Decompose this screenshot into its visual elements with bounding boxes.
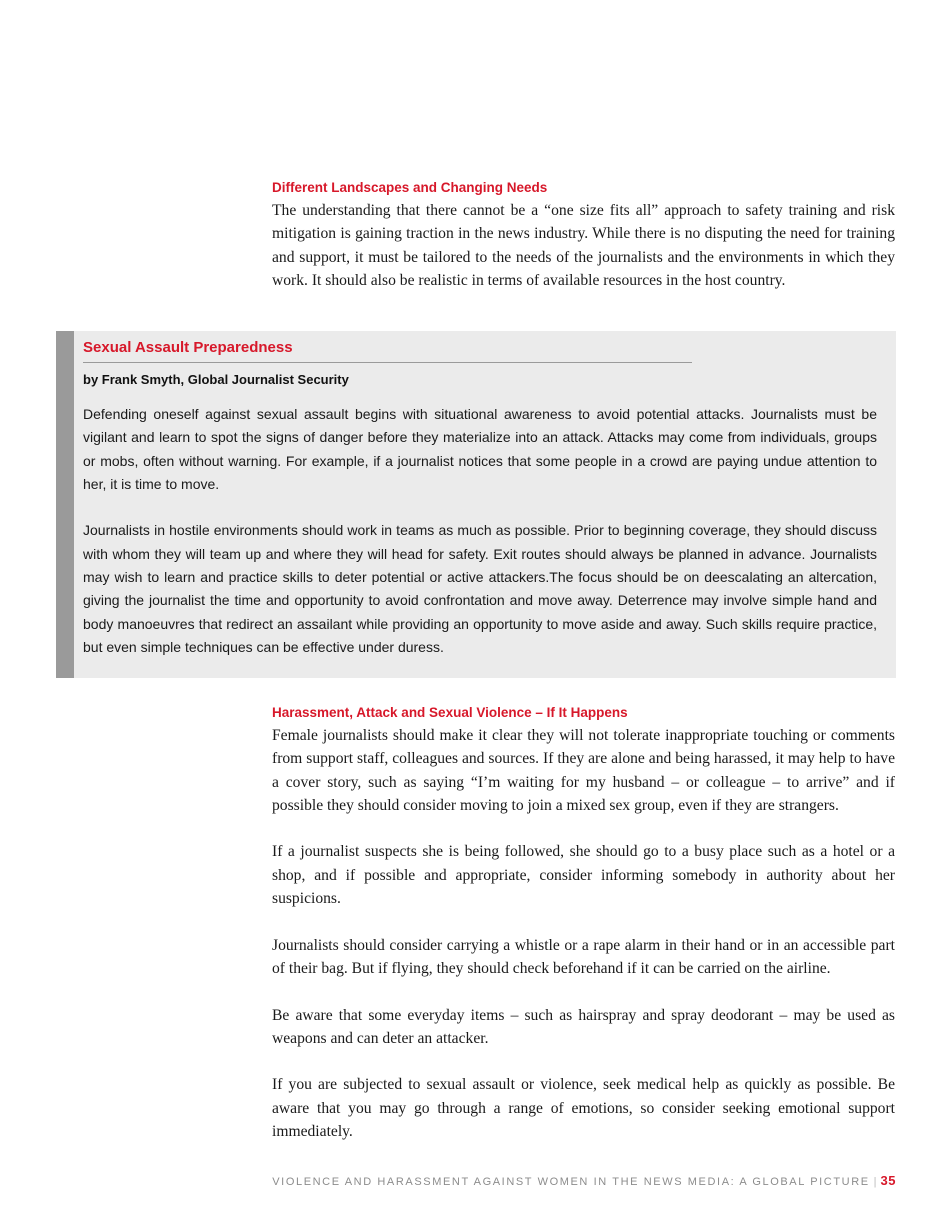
page-footer [272,1173,896,1188]
sidebar-sexual-assault-preparedness [56,331,896,678]
footer-separator: | [873,1176,877,1188]
body-paragraph: Female journalists should make it clear they will not tolerate inappropriate touching or comments from support staff, colleagues and sources. If they are alone and being harassed, it may help to have a cover story, such as saying “I’m waiting for my husband – or colleague – to arrive” and if possible they should consider moving to join a mixed sex group, even if they are strangers. [272,727,895,814]
sidebar-title: Sexual Assault Preparedness [83,339,692,363]
body-paragraph: Journalists should consider carrying a whistle or a rape alarm in their hand or in an accessible part of their bag. But if flying, they should check beforehand if it can be carried on the airline. [272,936,895,977]
body-paragraph: If a journalist suspects she is being followed, she should go to a busy place such as a hotel or a shop, and if possible and appropriate, consider informing somebody in authority about her suspicions. [272,843,895,908]
body-paragraph: If you are subjected to sexual assault or violence, seek medical help as quickly as possible. Be aware that you may go through a range of emotions, so consider seeking emotional support immediately. [272,1076,895,1141]
sidebar-accent-bar [56,331,74,678]
running-title: VIOLENCE AND HARASSMENT AGAINST WOMEN IN THE NEWS MEDIA: A GLOBAL PICTURE [272,1176,870,1188]
section-harassment-attack [272,705,895,1143]
sidebar-content [83,339,877,659]
sidebar-byline: by Frank Smyth, Global Journalist Security [83,372,349,387]
page-number: 35 [880,1173,896,1188]
section-heading: Harassment, Attack and Sexual Violence – If It Happens [272,705,628,720]
sidebar-paragraph: Journalists in hostile environments should work in teams as much as possible. Prior to beginning coverage, they should discuss with whom they will team up and where they will head for safety. Exit routes should always be planned in advance. Journalists may wish to learn and practice skills to deter potential or active attackers.The focus should be on deescalating an altercation, giving the journalist the time and opportunity to avoid confrontation and move away. Deterrence may involve simple hand and body manoeuvres that redirect an assailant while providing an opportunity to move aside and away. Such skills require practice, but even simple techniques can be effective under duress. [83,522,877,655]
section-heading: Different Landscapes and Changing Needs [272,180,548,195]
section-different-landscapes [272,180,895,292]
sidebar-paragraph: Defending oneself against sexual assault begins with situational awareness to avoid potential attacks. Journalists must be vigilant and learn to spot the signs of danger before they materialize into an attack. Attacks may come from individuals, groups or mobs, often without warning. For example, if a journalist notices that some people in a crowd are paying undue attention to her, it is time to move. [83,406,877,492]
body-paragraph: Be aware that some everyday items – such as hairspray and spray deodorant – may be used as weapons and can deter an attacker. [272,1006,895,1047]
body-paragraph: The understanding that there cannot be a “one size fits all” approach to safety training and risk mitigation is gaining traction in the news industry. While there is no disputing the need for training and support, it must be tailored to the needs of the journalists and the environments in which they work. It should also be realistic in terms of available resources in the host country. [272,202,895,289]
